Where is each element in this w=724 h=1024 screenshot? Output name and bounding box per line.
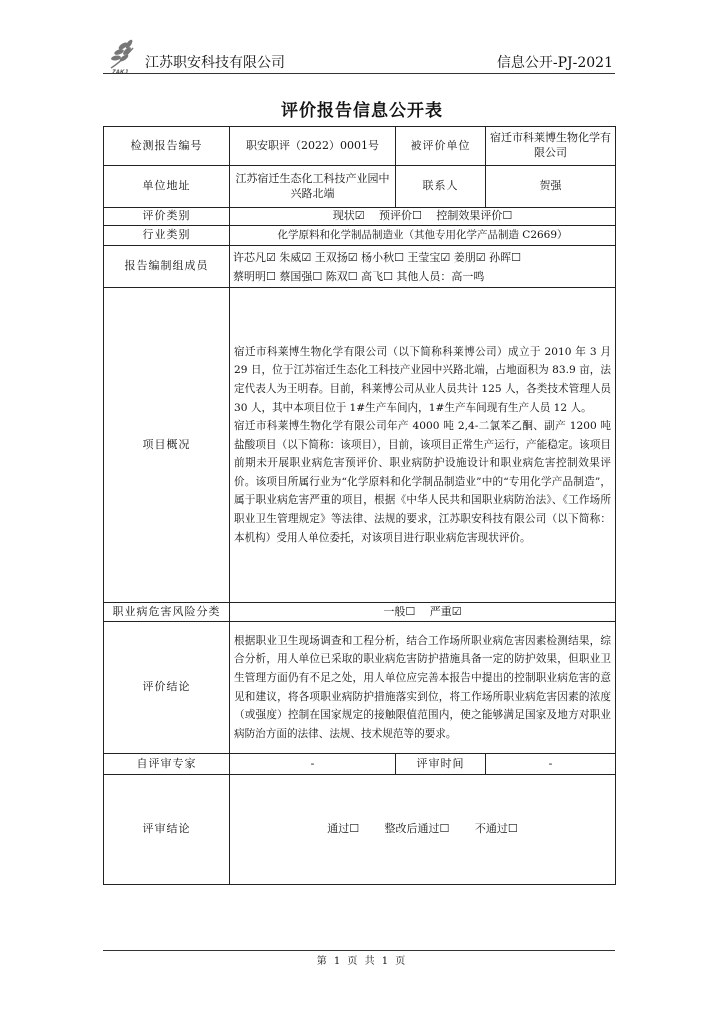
review-conclusion-label: 评审结论	[104, 775, 230, 885]
report-no-value: 职安职评（2022）0001号	[230, 127, 396, 166]
members-label: 报告编制组成员	[104, 246, 230, 288]
industry-label: 行业类别	[104, 226, 230, 246]
members-line-1: 许芯凡☑ 朱威☑ 王双扬☑ 杨小秋☐ 王莹宝☑ 姜朋☑ 孙晖☐	[233, 250, 522, 264]
overview-paragraph-1: 宿迁市科莱博生物化学有限公司（以下简称科莱博公司）成立于 2010 年 3 月 29 日，位于江苏宿迁生态化工科技产业园中兴路北端，占地面积为 83.9 亩，法定代表人为王明春。目前，科莱博公司从业人员共计 125 人，各类技术管理人员 30 人，其中本项目位于 1#生产车间内，1#生产车间现有生产人员 12 人。	[234, 345, 611, 414]
conclusion-label: 评价结论	[104, 622, 230, 754]
page-title: 评价报告信息公开表	[281, 101, 443, 121]
review-conclusion-value: 通过☐ 整改后通过☐ 不通过☐	[230, 775, 616, 885]
contact-label: 联系人	[396, 166, 486, 208]
report-no-label: 检测报告编号	[104, 127, 230, 166]
industry-value: 化学原料和化学制品制造业（其他专用化学产品制造 C2669）	[230, 226, 616, 246]
members-value	[230, 246, 616, 288]
company-logo	[103, 38, 147, 76]
contact-value: 贺强	[486, 166, 616, 208]
eval-type-label: 评价类别	[104, 208, 230, 226]
page-header	[103, 38, 615, 76]
company-name: 江苏职安科技有限公司	[145, 55, 285, 71]
overview-label: 项目概况	[104, 288, 230, 603]
svg-text:ZAKJ: ZAKJ	[112, 70, 128, 76]
document-code: 信息公开-PJ-2021	[496, 55, 613, 71]
expert-label: 自评审专家	[104, 754, 230, 775]
disclosure-table	[103, 126, 616, 885]
overview-paragraph-2: 宿迁市科莱博生物化学有限公司年产 4000 吨 2,4-二氯苯乙酮、副产 1200 吨盐酸项目（以下简称：该项目），目前，该项目正常生产运行，产能稳定。该项目前期未开展职业病危害预评价、职业病防护设施设计和职业病危害控制效果评价。该项目所属行业为“化学原料和化学制品制造业”中的“专用化学产品制造”，属于职业病危害严重的项目，根据《中华人民共和国职业病防治法》、《工作场所职业卫生管理规定》等法律、法规的要求，江苏职安科技有限公司（以下简称：本机构）受用人单位委托，对该项目进行职业病危害现状评价。	[234, 420, 611, 544]
address-label: 单位地址	[104, 166, 230, 208]
expert-value: -	[230, 754, 396, 775]
members-line-2: 蔡明明☐ 蔡国强☐ 陈双☐ 高飞☐ 其他人员：高一鸣	[233, 269, 485, 283]
address-value: 江苏宿迁生态化工科技产业园中兴路北端	[230, 166, 396, 208]
eval-type-value: 现状☑ 预评价☐ 控制效果评价☐	[230, 208, 616, 226]
review-time-label: 评审时间	[396, 754, 486, 775]
evaluated-unit-value: 宿迁市科莱博生物化学有限公司	[486, 127, 616, 166]
risk-label: 职业病危害风险分类	[104, 603, 230, 622]
overview-value	[230, 288, 616, 603]
footer-divider	[103, 950, 615, 951]
conclusion-value: 根据职业卫生现场调查和工程分析，结合工作场所职业病危害因素检测结果，综合分析，用人单位已采取的职业病危害防护措施具备一定的防护效果，但职业卫生管理方面仍有不足之处，用人单位应完善本报告中提出的控制职业病危害的意见和建议，将各项职业病防护措施落实到位，将工作场所职业病危害因素的浓度（或强度）控制在国家规定的接触限值范围内，使之能够满足国家及地方对职业病防治方面的法律、法规、技术规范等的要求。	[230, 622, 616, 754]
page-number: 第 1 页 共 1 页	[316, 956, 408, 967]
header-divider	[103, 73, 615, 74]
evaluated-unit-label: 被评价单位	[396, 127, 486, 166]
risk-value: 一般☐ 严重☑	[230, 603, 616, 622]
review-time-value: -	[486, 754, 616, 775]
